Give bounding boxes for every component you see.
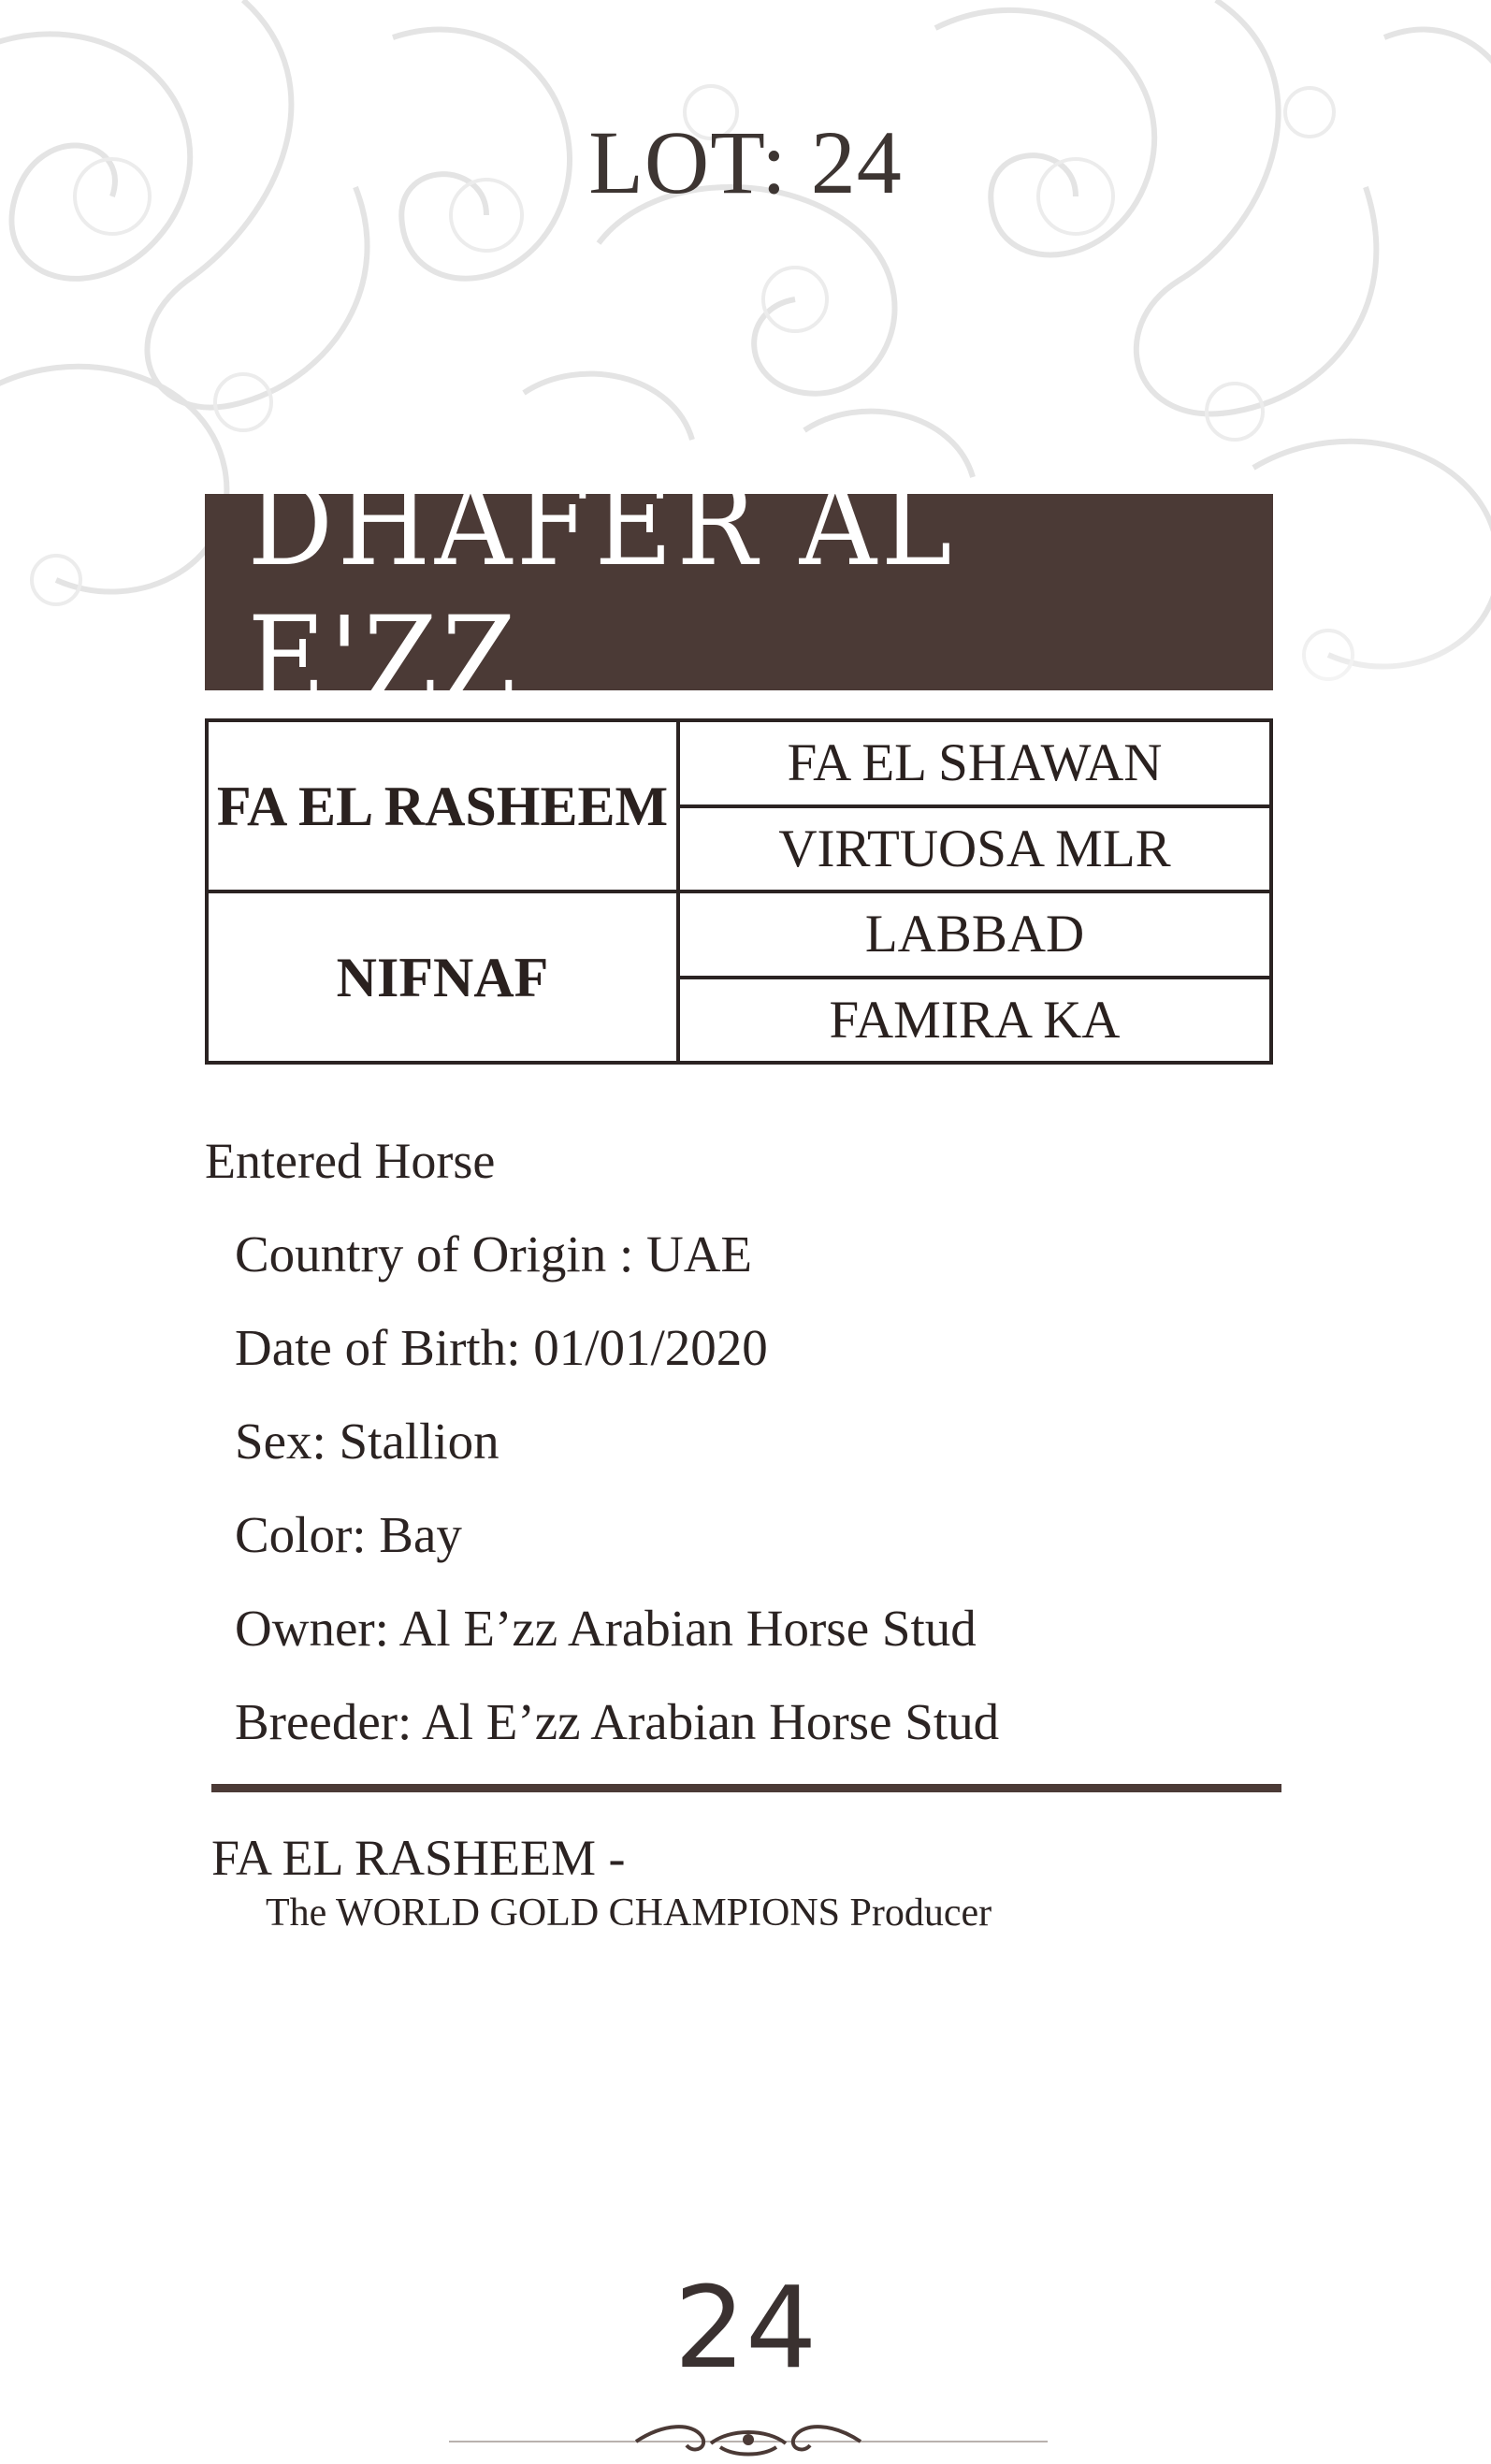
detail-date-of-birth: Date of Birth: 01/01/2020 xyxy=(235,1319,768,1376)
detail-owner: Owner: Al E’zz Arabian Horse Stud xyxy=(235,1600,977,1657)
dam-name: NIFNAF xyxy=(207,891,678,1063)
sire-sire-name: FA EL SHAWAN xyxy=(678,720,1271,806)
dam-dam-name: FAMIRA KA xyxy=(678,978,1271,1064)
dam-sire-name: LABBAD xyxy=(678,891,1271,978)
detail-breeder: Breeder: Al E’zz Arabian Horse Stud xyxy=(235,1693,1000,1750)
tagline xyxy=(211,1829,992,1935)
horse-name: DHAFER AL E'ZZ xyxy=(247,457,957,727)
entry-details xyxy=(205,1132,1273,1751)
sire-name: FA EL RASHEEM xyxy=(207,720,678,891)
pedigree-table xyxy=(205,718,1273,1065)
tagline-title: FA EL RASHEEM - xyxy=(211,1830,626,1886)
page-number: 24 xyxy=(673,2264,818,2394)
details-heading: Entered Horse xyxy=(205,1133,496,1189)
section-divider xyxy=(211,1784,1281,1792)
detail-color: Color: Bay xyxy=(235,1506,462,1563)
flourish-divider-icon xyxy=(449,2415,1048,2462)
tagline-subtitle: The WORLD GOLD CHAMPIONS Producer xyxy=(266,1891,992,1935)
horse-name-banner xyxy=(205,457,1273,727)
detail-sex: Sex: Stallion xyxy=(235,1413,499,1470)
lot-title: LOT: 24 xyxy=(588,112,903,212)
sire-dam-name: VIRTUOSA MLR xyxy=(678,806,1271,892)
detail-country: Country of Origin : UAE xyxy=(235,1225,753,1283)
